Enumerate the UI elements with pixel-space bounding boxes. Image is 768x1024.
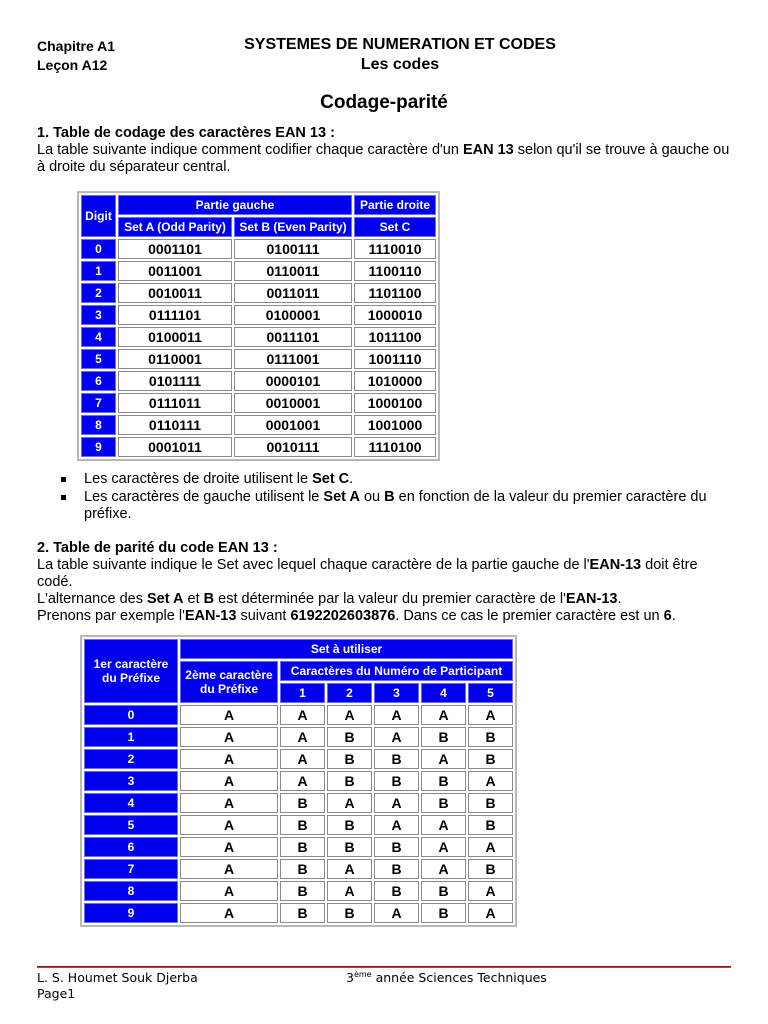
set-c-code: 1110100 xyxy=(354,437,436,457)
second-prefix-set: A xyxy=(180,771,278,791)
document-title: Codage-parité xyxy=(320,92,448,113)
set-b-code: 0010111 xyxy=(234,437,352,457)
prefix-digit: 0 xyxy=(84,705,178,725)
bullet-list xyxy=(58,471,748,524)
participant-set: A xyxy=(374,705,419,725)
participant-header: Caractères du Numéro de Participant xyxy=(280,661,513,681)
participant-set: B xyxy=(374,859,419,879)
set-b-code: 0001001 xyxy=(234,415,352,435)
footer-class: 3ème année Sciences Techniques xyxy=(346,969,547,985)
row-digit: 5 xyxy=(81,349,116,369)
set-c-code: 1001000 xyxy=(354,415,436,435)
participant-set: A xyxy=(327,793,372,813)
prefix-digit: 2 xyxy=(84,749,178,769)
second-prefix-set: A xyxy=(180,815,278,835)
participant-set: B xyxy=(374,749,419,769)
prefix-digit: 1 xyxy=(84,727,178,747)
row-digit: 0 xyxy=(81,239,116,259)
footer-left xyxy=(37,970,198,1002)
table-row xyxy=(84,793,513,813)
participant-set: B xyxy=(421,771,466,791)
group-left-header: Partie gauche xyxy=(118,195,352,215)
row-digit: 1 xyxy=(81,261,116,281)
set-c-code: 1011100 xyxy=(354,327,436,347)
set-a-code: 0101111 xyxy=(118,371,232,391)
footer-divider xyxy=(37,966,731,968)
participant-set: B xyxy=(468,815,513,835)
chapter-label: Chapitre A1 xyxy=(37,38,116,54)
participant-num-2: 2 xyxy=(327,683,372,703)
section-1 xyxy=(37,125,737,176)
participant-set: A xyxy=(280,727,325,747)
participant-set: B xyxy=(421,793,466,813)
row-digit: 3 xyxy=(81,305,116,325)
set-a-code: 0111101 xyxy=(118,305,232,325)
header-title xyxy=(200,35,600,75)
participant-set: B xyxy=(421,727,466,747)
participant-set: A xyxy=(421,837,466,857)
set-c-code: 1110010 xyxy=(354,239,436,259)
participant-set: B xyxy=(280,859,325,879)
set-a-code: 0110001 xyxy=(118,349,232,369)
footer-author: L. S. Houmet Souk Djerba xyxy=(37,970,198,985)
second-prefix-set: A xyxy=(180,749,278,769)
participant-set: A xyxy=(374,903,419,923)
set-a-code: 0111011 xyxy=(118,393,232,413)
participant-set: B xyxy=(468,859,513,879)
participant-set: B xyxy=(468,727,513,747)
participant-num-1: 1 xyxy=(280,683,325,703)
set-a-code: 0100011 xyxy=(118,327,232,347)
row-digit: 4 xyxy=(81,327,116,347)
set-c-code: 1100110 xyxy=(354,261,436,281)
table-row xyxy=(84,771,513,791)
set-a-code: 0010011 xyxy=(118,283,232,303)
section-1-heading: 1. Table de codage des caractères EAN 13 : xyxy=(37,125,335,141)
set-c-code: 1010000 xyxy=(354,371,436,391)
set-b-code: 0011011 xyxy=(234,283,352,303)
table-row xyxy=(84,903,513,923)
section-2-p3: Prenons par exemple l'EAN-13 suivant 6192202603876. Dans ce cas le premier caractère est un 6. xyxy=(37,608,676,624)
participant-set: B xyxy=(280,881,325,901)
participant-set: B xyxy=(327,749,372,769)
row-digit: 7 xyxy=(81,393,116,413)
participant-set: A xyxy=(374,815,419,835)
participant-set: A xyxy=(421,859,466,879)
prefix-digit: 5 xyxy=(84,815,178,835)
participant-set: B xyxy=(327,727,372,747)
participant-set: A xyxy=(280,749,325,769)
prefix-digit: 3 xyxy=(84,771,178,791)
bullet-item: Les caractères de gauche utilisent le Set A ou B en fonction de la valeur du premier caractère du préfixe. xyxy=(58,489,748,523)
set-a-code: 0110111 xyxy=(118,415,232,435)
table-row xyxy=(84,815,513,835)
participant-set: B xyxy=(280,837,325,857)
table-row xyxy=(81,371,436,391)
table-row xyxy=(84,705,513,725)
participant-set: A xyxy=(280,771,325,791)
row-digit: 6 xyxy=(81,371,116,391)
first-prefix-header: 1er caractère du Préfixe xyxy=(84,639,178,703)
second-prefix-set: A xyxy=(180,705,278,725)
participant-set: B xyxy=(280,903,325,923)
prefix-digit: 4 xyxy=(84,793,178,813)
section-2-heading: 2. Table de parité du code EAN 13 : xyxy=(37,540,278,556)
participant-set: A xyxy=(468,881,513,901)
row-digit: 9 xyxy=(81,437,116,457)
set-a-code: 0001011 xyxy=(118,437,232,457)
participant-set: A xyxy=(468,771,513,791)
header-title-line1: SYSTEMES DE NUMERATION ET CODES xyxy=(244,36,556,53)
table-row xyxy=(81,349,436,369)
prefix-digit: 7 xyxy=(84,859,178,879)
second-prefix-set: A xyxy=(180,793,278,813)
set-c-code: 1001110 xyxy=(354,349,436,369)
participant-set: B xyxy=(327,837,372,857)
participant-set: A xyxy=(374,727,419,747)
table-row xyxy=(81,415,436,435)
set-c-code: 1000010 xyxy=(354,305,436,325)
participant-set: A xyxy=(327,705,372,725)
section-1-text: La table suivante indique comment codifier chaque caractère d'un EAN 13 selon qu'il se trouve à gauche ou à droite du séparateur central. xyxy=(37,142,730,175)
participant-set: B xyxy=(327,771,372,791)
participant-num-3: 3 xyxy=(374,683,419,703)
ean13-coding-table xyxy=(77,191,440,461)
table-row xyxy=(84,749,513,769)
section-2 xyxy=(37,540,737,625)
group-right-header: Partie droite xyxy=(354,195,436,215)
prefix-digit: 9 xyxy=(84,903,178,923)
set-b-code: 0100111 xyxy=(234,239,352,259)
table-row xyxy=(84,859,513,879)
participant-set: B xyxy=(468,793,513,813)
set-b-code: 0010001 xyxy=(234,393,352,413)
set-a-code: 0001101 xyxy=(118,239,232,259)
ean13-parity-table xyxy=(80,635,517,927)
participant-set: B xyxy=(374,881,419,901)
table-row xyxy=(81,305,436,325)
participant-set: B xyxy=(280,793,325,813)
table-row xyxy=(84,881,513,901)
prefix-digit: 6 xyxy=(84,837,178,857)
participant-set: A xyxy=(327,859,372,879)
table-row xyxy=(81,239,436,259)
participant-set: A xyxy=(468,837,513,857)
table-row xyxy=(84,727,513,747)
set-a-code: 0011001 xyxy=(118,261,232,281)
participant-set: B xyxy=(327,903,372,923)
participant-set: A xyxy=(374,793,419,813)
set-b-code: 0011101 xyxy=(234,327,352,347)
set-b-code: 0111001 xyxy=(234,349,352,369)
set-to-use-header: Set à utiliser xyxy=(180,639,513,659)
table-row xyxy=(81,283,436,303)
table-row xyxy=(81,261,436,281)
participant-set: B xyxy=(374,771,419,791)
table-row xyxy=(84,837,513,857)
second-prefix-set: A xyxy=(180,859,278,879)
participant-set: B xyxy=(468,749,513,769)
participant-set: A xyxy=(468,903,513,923)
row-digit: 2 xyxy=(81,283,116,303)
second-prefix-set: A xyxy=(180,727,278,747)
participant-num-4: 4 xyxy=(421,683,466,703)
set-a-header: Set A (Odd Parity) xyxy=(118,217,232,237)
section-2-p1: La table suivante indique le Set avec lequel chaque caractère de la partie gauche de l'EAN-13 doit être codé. xyxy=(37,557,698,590)
second-prefix-set: A xyxy=(180,837,278,857)
participant-set: A xyxy=(468,705,513,725)
table-row xyxy=(81,393,436,413)
set-b-header: Set B (Even Parity) xyxy=(234,217,352,237)
participant-num-5: 5 xyxy=(468,683,513,703)
bullet-item: Les caractères de droite utilisent le Set C. xyxy=(58,471,748,488)
participant-set: B xyxy=(421,881,466,901)
set-b-code: 0110011 xyxy=(234,261,352,281)
participant-set: A xyxy=(421,815,466,835)
table-row xyxy=(81,437,436,457)
participant-set: B xyxy=(280,815,325,835)
participant-set: B xyxy=(421,903,466,923)
footer-page: Page1 xyxy=(37,986,76,1001)
set-c-code: 1101100 xyxy=(354,283,436,303)
table-row xyxy=(81,327,436,347)
participant-set: A xyxy=(421,749,466,769)
lesson-label: Leçon A12 xyxy=(37,57,108,73)
header-title-line2: Les codes xyxy=(360,56,440,73)
section-2-p2: L'alternance des Set A et B est déterminée par la valeur du premier caractère de l'EAN-13. xyxy=(37,591,622,607)
col-digit-header: Digit xyxy=(81,195,116,237)
prefix-digit: 8 xyxy=(84,881,178,901)
set-b-code: 0100001 xyxy=(234,305,352,325)
participant-set: A xyxy=(421,705,466,725)
second-prefix-set: A xyxy=(180,903,278,923)
participant-set: A xyxy=(280,705,325,725)
set-c-header: Set C xyxy=(354,217,436,237)
set-c-code: 1000100 xyxy=(354,393,436,413)
set-b-code: 0000101 xyxy=(234,371,352,391)
participant-set: B xyxy=(374,837,419,857)
header-left xyxy=(37,37,115,75)
participant-set: A xyxy=(327,881,372,901)
row-digit: 8 xyxy=(81,415,116,435)
second-prefix-set: A xyxy=(180,881,278,901)
second-prefix-header: 2ème caractère du Préfixe xyxy=(180,661,278,703)
participant-set: B xyxy=(327,815,372,835)
